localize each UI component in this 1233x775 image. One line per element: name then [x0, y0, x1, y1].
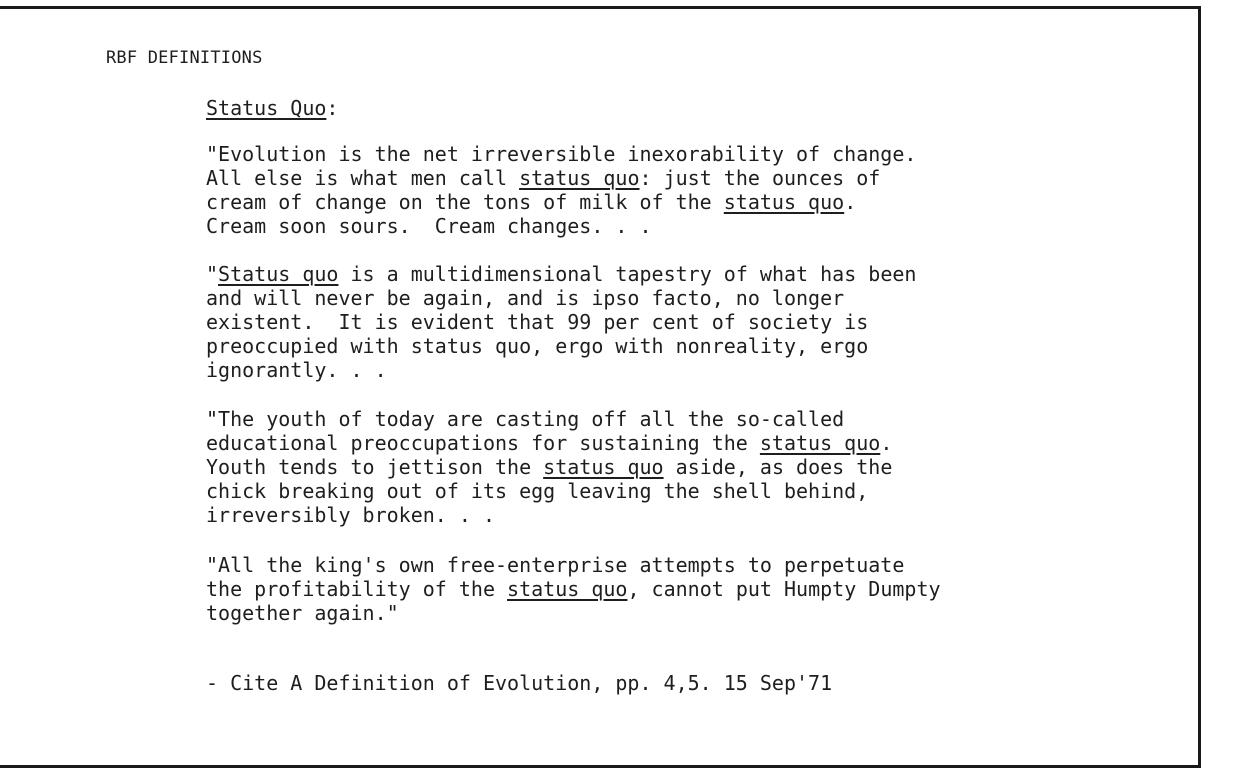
text-line: chick breaking out of its egg leaving the shell behind,: [206, 479, 869, 503]
underlined-term: status quo: [543, 455, 664, 479]
term-title: [206, 96, 338, 120]
text-line: "Status quo is a multidimensional tapestry of what has been: [206, 262, 917, 286]
document-frame: [0, 6, 1201, 768]
text-line: together again.": [206, 601, 399, 625]
text-line: educational preoccupations for sustaining the status quo.: [206, 431, 893, 455]
text-line: "Evolution is the net irreversible inexorability of change.: [206, 142, 917, 166]
term-label: Status Quo: [206, 96, 327, 120]
text-line: irreversibly broken. . .: [206, 503, 495, 527]
text-line: ignorantly. . .: [206, 358, 387, 382]
underlined-term: status quo: [507, 577, 628, 601]
text-line: All else is what men call status quo: just the ounces of: [206, 166, 881, 190]
text-line: "All the king's own free-enterprise attempts to perpetuate: [206, 553, 905, 577]
underlined-term: status quo: [723, 190, 845, 214]
quote-paragraph-4: [206, 553, 941, 625]
text-line: existent. It is evident that 99 per cent of society is: [206, 310, 869, 334]
quote-paragraph-3: [206, 407, 892, 527]
underlined-term: status quo: [519, 166, 640, 190]
quote-paragraph-2: [206, 262, 916, 382]
citation: - Cite A Definition of Evolution, pp. 4,5. 15 Sep'71: [206, 671, 833, 695]
text-line: the profitability of the status quo, cannot put Humpty Dumpty: [206, 577, 941, 601]
quote-paragraph-1: [206, 142, 916, 238]
text-line: Youth tends to jettison the status quo aside, as does the: [206, 455, 893, 479]
document-heading: RBF DEFINITIONS: [106, 48, 263, 68]
text-line: Cream soon sours. Cream changes. . .: [206, 214, 652, 238]
text-line: "The youth of today are casting off all the so-called: [206, 407, 845, 431]
term-colon: :: [326, 96, 339, 120]
underlined-term: status quo: [759, 431, 881, 455]
text-line: preoccupied with status quo, ergo with nonreality, ergo: [206, 334, 869, 358]
underlined-term: Status quo: [218, 262, 339, 286]
text-line: and will never be again, and is ipso facto, no longer: [206, 286, 845, 310]
text-line: cream of change on the tons of milk of the status quo.: [206, 190, 857, 214]
